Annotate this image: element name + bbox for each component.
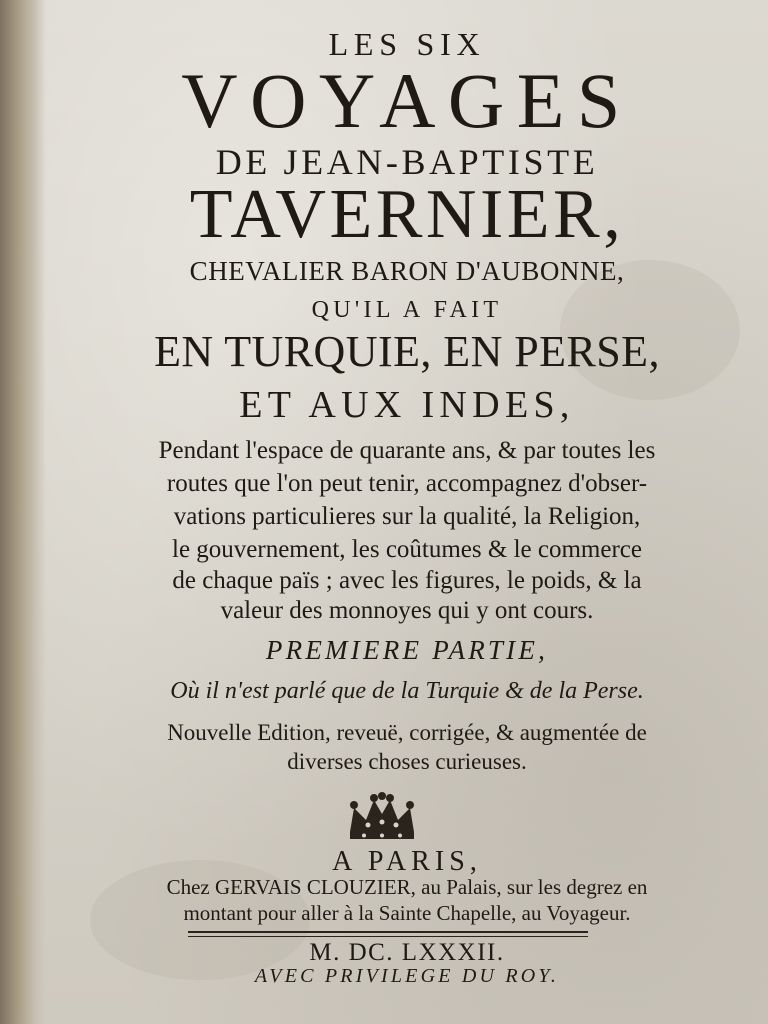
author-title: CHEVALIER BARON D'AUBONNE, — [189, 256, 625, 286]
divider-rule — [188, 931, 588, 933]
title-line-quil-a-fait: QU'IL A FAIT — [311, 297, 503, 323]
description-line: routes que l'on peut tenir, accompagnez d'obser- — [166, 470, 648, 497]
title-line-author-prefix: DE JEAN-BAPTISTE — [215, 142, 599, 182]
title-author-name: TAVERNIER, — [189, 176, 625, 253]
crown-icon — [344, 792, 420, 842]
edition-line: diverses choses curieuses. — [287, 749, 527, 774]
part-title: PREMIERE PARTIE, — [265, 635, 549, 665]
description-line: de chaque païs ; avec les figures, le poids, & la — [172, 567, 642, 594]
title-destinations: EN TURQUIE, EN PERSE, — [154, 327, 660, 376]
description-line: vations particulieres sur la qualité, la Religion, — [173, 503, 641, 530]
book-gutter — [0, 0, 46, 1024]
description-line: valeur des monnoyes qui y ont cours. — [220, 597, 594, 624]
privilege-line: AVEC PRIVILEGE DU ROY. — [254, 965, 560, 987]
imprint-city: A PARIS, — [332, 846, 482, 877]
description-line: Pendant l'espace de quarante ans, & par toutes les — [158, 437, 656, 464]
imprint-line: montant pour aller à la Sainte Chapelle, au Voyageur. — [183, 901, 631, 925]
title-voyages: VOYAGES — [181, 57, 633, 144]
publication-year: M. DC. LXXXII. — [309, 939, 505, 966]
divider-rule — [188, 936, 588, 937]
part-subtitle: Où il n'est parlé que de la Turquie & de la Perse. — [170, 678, 644, 704]
edition-line: Nouvelle Edition, reveuë, corrigée, & augmentée de — [167, 720, 647, 745]
description-line: le gouvernement, les coûtumes & le commerce — [172, 536, 642, 563]
title-line-les-six: LES SIX — [328, 26, 486, 62]
imprint-line: Chez GERVAIS CLOUZIER, au Palais, sur les degrez en — [166, 875, 648, 899]
title-line-aux-indes: ET AUX INDES, — [239, 384, 575, 426]
